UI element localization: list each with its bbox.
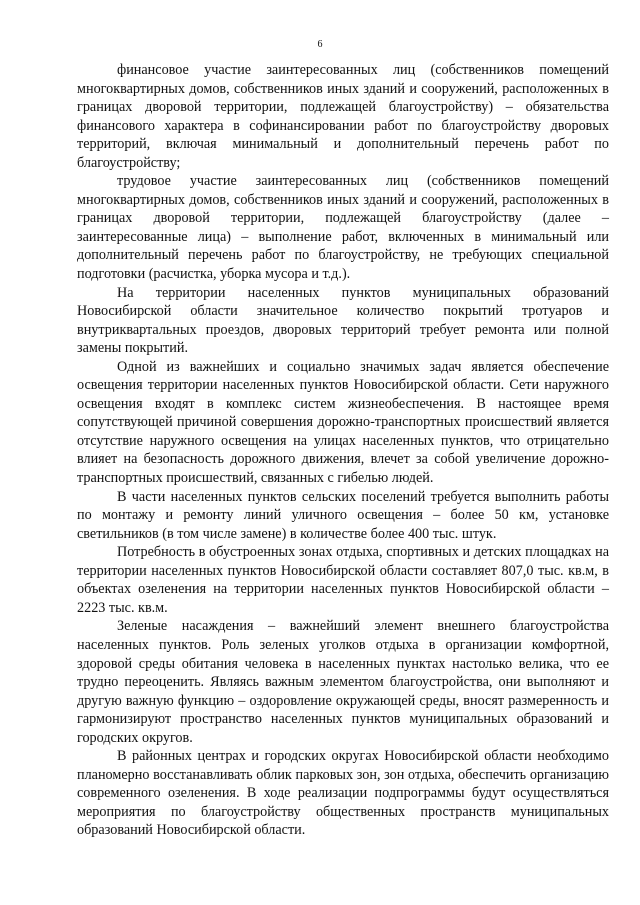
paragraph-recreation-needs: Потребность в обустроенных зонах отдыха, спортивных и детских площадках на территории населенных пунктов Новосибирской области составляет 807,0 тыс. кв.м, в объектах озеленения на территории населенных пунктов Новосибирской области – 2223 тыс. кв.м.	[77, 544, 609, 616]
paragraph-street-lighting: Одной из важнейших и социально значимых задач является обеспечение освещения территории населенных пунктов Новосибирской области. Сети наружного освещения входят в комплекс систем жизнеобеспечения. В настоящее время сопутствующей причиной совершения дорожно-транспортных происшествий является отсутствие наружного освещения на улицах населенных пунктов, что отрицательно влияет на безопасность дорожного движения, влечет за собой увеличение дорожно-транспортных происшествий, связанных с гибелью людей.	[77, 358, 609, 487]
body-text	[77, 61, 609, 840]
paragraph-pavement-repair: На территории населенных пунктов муниципальных образований Новосибирской области значительное количество покрытий тротуаров и внутриквартальных проездов, дворовых территорий требует ремонта или полной замены покрытий.	[77, 284, 609, 357]
paragraph-green-spaces: Зеленые насаждения – важнейший элемент внешнего благоустройства населенных пунктов. Роль зеленых уголков отдыха в организации комфортной, здоровой среды обитания человека в населенных пунктах настолько велика, что ее трудно переоценить. Являясь важным элементом благоустройства, они выполняют и другую важную функцию – оздоровление окружающей среды, вносят размеренность и гармонизируют пространство населенных пунктов муниципальных образований и городских округов.	[77, 618, 609, 746]
page-number: 6	[317, 39, 323, 50]
paragraph-financial-participation: финансовое участие заинтересованных лиц (собственников помещений многоквартирных домов, собственников иных зданий и сооружений, расположенных в границах дворовой территории, подлежащей благоустройству) – обязательства финансового характера в софинансировании работ по благоустройству дворовых территорий, включая минимальный и дополнительный перечень работ по благоустройству;	[77, 62, 609, 171]
paragraph-lighting-works: В части населенных пунктов сельских поселений требуется выполнить работы по монтажу и ремонту линий уличного освещения – более 50 км, установке светильников (в том числе замене) в количестве более 400 тыс. штук.	[77, 488, 609, 542]
paragraph-labor-participation: трудовое участие заинтересованных лиц (собственников помещений многоквартирных домов, собственников иных зданий и сооружений, расположенных в границах дворовой территории, подлежащей благоустройству (далее – заинтересованные лица) – выполнение работ, включенных в минимальный или дополнительный перечень работ по благоустройству, не требующих специальной подготовки (расчистка, уборка мусора и т.д.).	[77, 173, 609, 283]
paragraph-park-restoration: В районных центрах и городских округах Новосибирской области необходимо планомерно восстанавливать облик парковых зон, зон отдыха, обеспечить организацию современного озеленения. В ходе реализации подпрограммы будут осуществляться мероприятия по благоустройству общественных пространств муниципальных образований Новосибирской области.	[77, 748, 609, 839]
